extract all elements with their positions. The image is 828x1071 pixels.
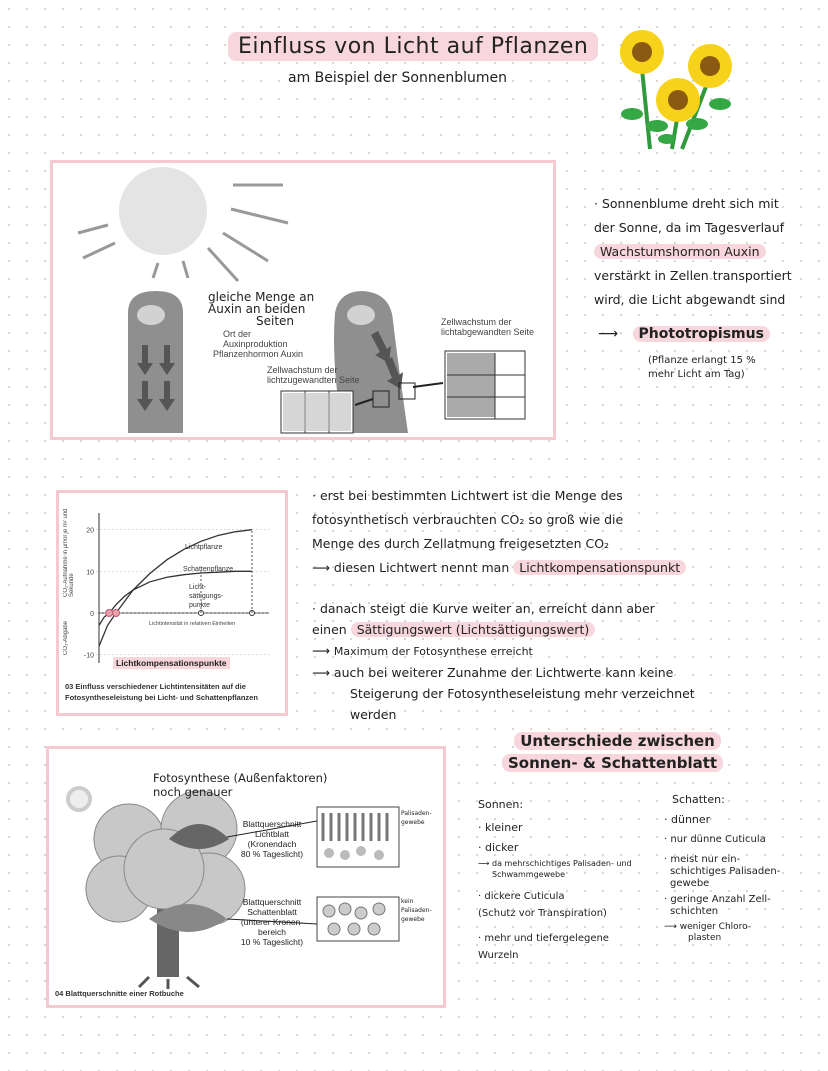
flower-1 (620, 30, 664, 74)
compare-heading: Unterschiede zwischen Sonnen- & Schattenblatt (512, 730, 723, 774)
handwritten-auxin-note: gleiche Menge an Auxin an beiden Seiten (208, 290, 315, 328)
no-palisade-tag: kein Palisaden- gewebe (401, 898, 432, 923)
label-auxin-hormone: Pflanzenhormon Auxin (213, 349, 304, 359)
phototropism-figure (50, 160, 556, 440)
sun-leaf-list: Sonnen: · kleiner · dicker ⟶ da mehrschichtiges Palisaden- und Schwammgewebe · dickere Cuticula (Schutz vor Transpiration) · mehr und tiefergelegene Wurzeln (478, 798, 632, 961)
label-shade-side-growth: Zellwachstum der lichtabgewandten Seite (441, 317, 535, 337)
chart-tick-label: 10 (86, 569, 94, 577)
photosynthesis-chart-figure (56, 490, 288, 716)
saturation-label: punkte (189, 602, 211, 609)
chart-x-label: Lichtintensität in relativen Einheiten (149, 621, 236, 627)
series-label-lichtpflanze: Lichtpflanze (185, 544, 223, 551)
label-light-side-growth: Zellwachstum der lichtzugewandten Seite (267, 365, 360, 385)
page-title: Einfluss von Licht auf Pflanzen (228, 32, 598, 61)
leaf-cross-section-figure (46, 746, 446, 1008)
compensation-notes: · erst bei bestimmten Lichtwert ist die Menge des fotosynthetisch verbrauchten CO₂ so groß wie die Menge des durch Zellatmung freigesetzten CO₂ ⟶ diesen Lichtwert nennt man Lichtkompensationspunkt (312, 484, 686, 580)
photosynthesis-chart (59, 493, 285, 673)
series-line-lichtpflanze (99, 530, 252, 647)
phototropism-notes: · Sonnenblume dreht sich mit der Sonne, da im Tagesverlauf Wachstumshormon Auxin verstärkt in Zellen transportiert wird, die Licht abgewandt sind (594, 196, 792, 307)
compensation-label: Lichtkompensationspunkte (113, 657, 230, 669)
saturation-label: sättigungs- (189, 593, 224, 600)
light-leaf-label: Blattquerschnitt Lichtblatt (Kronendach 80 % Tageslicht) (240, 819, 304, 859)
chart-ylabel-bottom: CO₂-Abgabe (63, 621, 69, 656)
handwritten-photosynthesis-note: Fotosynthese (Außenfaktoren) noch genauer (153, 771, 328, 799)
saturation-notes: · danach steigt die Kurve weiter an, erreicht dann aber einen Sättigungswert (Lichtsättigungswert) ⟶ Maximum der Fotosynthese erreicht ⟶ auch bei weiterer Zunahme der Lichtwerte kann keine Steigerung der Fotosyntheseleistung mehr verzeichnet werden (312, 601, 695, 722)
chart-tick-label: 0 (90, 611, 94, 618)
flower-3 (656, 78, 700, 122)
chart-tick-label: -10 (83, 652, 94, 660)
leaf-figure-caption: 04 Blattquerschnitte einer Rotbuche (55, 989, 184, 998)
shade-leaf-list: Schatten: · dünner · nur dünne Cuticula · meist nur ein- schichtiges Palisaden- gewebe · geringe Anzahl Zell- schichten ⟶ weniger Chloro- plasten (664, 793, 781, 943)
shade-leaf-label: Blattquerschnitt Schattenblatt (unterer Kronen- bereich 10 % Tageslicht) (240, 897, 304, 947)
palisade-tag: Palisaden- gewebe (401, 810, 432, 826)
phototropism-note: (Pflanze erlangt 15 % mehr Licht am Tag) (648, 355, 756, 380)
saturation-label: Licht- (189, 584, 207, 591)
series-label-schattenpflanze: Schattenpflanze (183, 566, 234, 573)
chart-ylabel-top: CO₂-Aufnahme in µmol je m² und Sekunde (63, 508, 75, 597)
compensation-point (113, 610, 120, 617)
label-auxin-production: Ort der Auxinproduktion (223, 329, 288, 349)
chart-caption: 03 Einfluss verschiedener Lichtintensitäten auf die Fotosyntheseleistung bei Licht- und Schattenpflanzen (65, 682, 258, 702)
chart-tick-label: 20 (86, 527, 94, 535)
phototropism-keyword: ⟶ Phototropismus (598, 326, 770, 342)
sunflower-illustration (612, 24, 744, 152)
page-subtitle: am Beispiel der Sonnenblumen (288, 70, 507, 86)
flower-2 (688, 44, 732, 88)
compensation-point (106, 610, 113, 617)
series-line-schattenpflanze (99, 571, 252, 625)
